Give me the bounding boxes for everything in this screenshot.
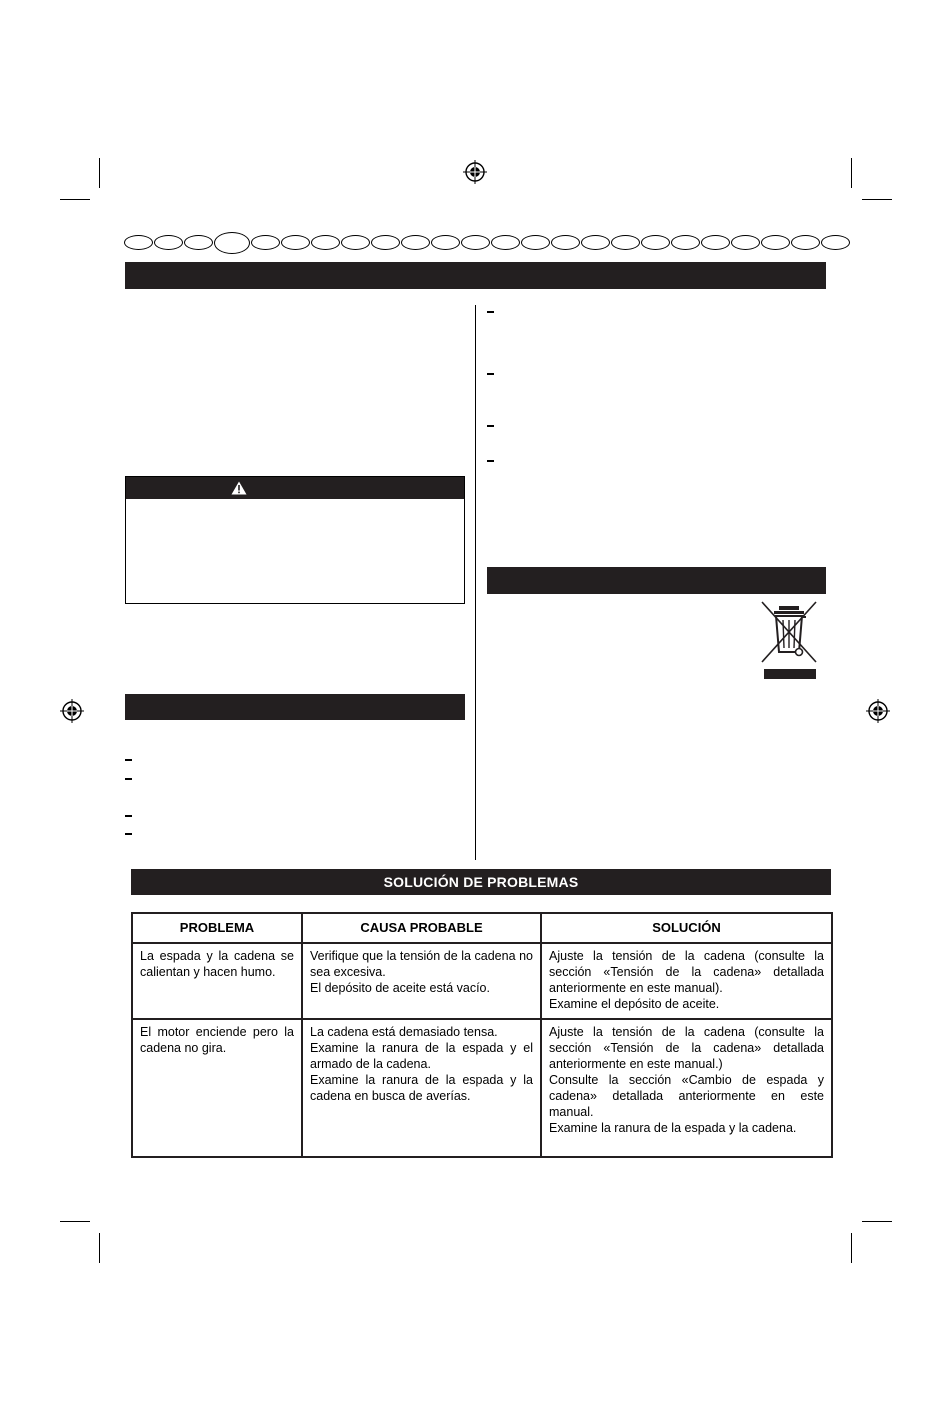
cause-text: El depósito de aceite está vacío. (310, 981, 490, 995)
table-row (132, 1019, 832, 1157)
warning-box (125, 476, 465, 604)
language-tab (641, 235, 670, 250)
section-header-bar-left (125, 694, 465, 720)
language-tab (184, 235, 213, 250)
language-tab (341, 235, 370, 250)
table-row (132, 943, 832, 1019)
crossed-out-wheelie-bin-icon (760, 600, 818, 680)
language-tab (154, 235, 183, 250)
list-bullet (487, 425, 494, 427)
column-header-cause: CAUSA PROBABLE (302, 913, 541, 943)
column-header-solution: SOLUCIÓN (541, 913, 832, 943)
cause-text: Examine la ranura de la espada y el armado de la cadena. (310, 1041, 533, 1071)
list-bullet (125, 833, 132, 835)
solution-text: Consulte la sección «Cambio de espada y cadena» detallada anteriormente en este manual. (549, 1073, 824, 1119)
section-header-bar-top (125, 262, 826, 289)
troubleshooting-title: SOLUCIÓN DE PROBLEMAS (131, 869, 831, 895)
crop-mark-top-left-h (60, 199, 90, 200)
language-tab (401, 235, 430, 250)
crop-mark-top-right-h (862, 199, 892, 200)
language-tab (251, 235, 280, 250)
crop-mark-bottom-left-v (99, 1233, 100, 1263)
crop-mark-top-left-v (99, 158, 100, 188)
crop-mark-bottom-right-h (862, 1221, 892, 1222)
problem-cell (132, 1019, 302, 1157)
cause-cell (302, 943, 541, 1019)
solution-cell (541, 1019, 832, 1157)
language-tab (214, 232, 250, 254)
language-tab (461, 235, 490, 250)
column-divider (475, 305, 476, 860)
registration-mark-top-icon (463, 160, 487, 184)
list-bullet (487, 460, 494, 462)
problem-text: La espada y la cadena se calientan y hacen humo. (140, 949, 294, 979)
section-header-bar-right (487, 567, 826, 594)
language-tab (731, 235, 760, 250)
solution-text: Examine el depósito de aceite. (549, 997, 720, 1011)
solution-text: Ajuste la tensión de la cadena (consulte la sección «Tensión de la cadena» detallada anteriormente en este manual). (549, 949, 824, 995)
language-tab (281, 235, 310, 250)
column-header-problem: PROBLEMA (132, 913, 302, 943)
warning-header (126, 477, 464, 499)
list-bullet (487, 311, 494, 313)
table-header-row (132, 913, 832, 943)
language-tab (491, 235, 520, 250)
language-tab (581, 235, 610, 250)
list-bullet (125, 759, 132, 761)
registration-mark-right-icon (866, 699, 890, 723)
cause-text: Examine la ranura de la espada y la cadena en busca de averías. (310, 1073, 533, 1103)
list-bullet (487, 373, 494, 375)
problem-text: El motor enciende pero la cadena no gira. (140, 1025, 294, 1055)
solution-text: Ajuste la tensión de la cadena (consulte la sección «Tensión de la cadena» detallada anteriormente en este manual.) (549, 1025, 824, 1071)
language-tab (611, 235, 640, 250)
language-tab (551, 235, 580, 250)
language-tab (821, 235, 850, 250)
cause-text: Verifique que la tensión de la cadena no sea excesiva. (310, 949, 533, 979)
language-tab (761, 235, 790, 250)
troubleshooting-table (131, 912, 833, 1158)
solution-cell (541, 943, 832, 1019)
language-tab (701, 235, 730, 250)
language-tab (791, 235, 820, 250)
language-tab (371, 235, 400, 250)
cause-text: La cadena está demasiado tensa. (310, 1025, 498, 1039)
list-bullet (125, 815, 132, 817)
crop-mark-top-right-v (851, 158, 852, 188)
registration-mark-left-icon (60, 699, 84, 723)
crop-mark-bottom-right-v (851, 1233, 852, 1263)
crop-mark-bottom-left-h (60, 1221, 90, 1222)
cause-cell (302, 1019, 541, 1157)
language-tab (521, 235, 550, 250)
list-bullet (125, 778, 132, 780)
language-tab (671, 235, 700, 250)
language-tab (124, 235, 153, 250)
language-tab-strip (124, 232, 828, 254)
language-tab (311, 235, 340, 250)
language-tab (431, 235, 460, 250)
problem-cell (132, 943, 302, 1019)
solution-text: Examine la ranura de la espada y la cadena. (549, 1121, 797, 1135)
warning-triangle-icon (231, 481, 247, 495)
